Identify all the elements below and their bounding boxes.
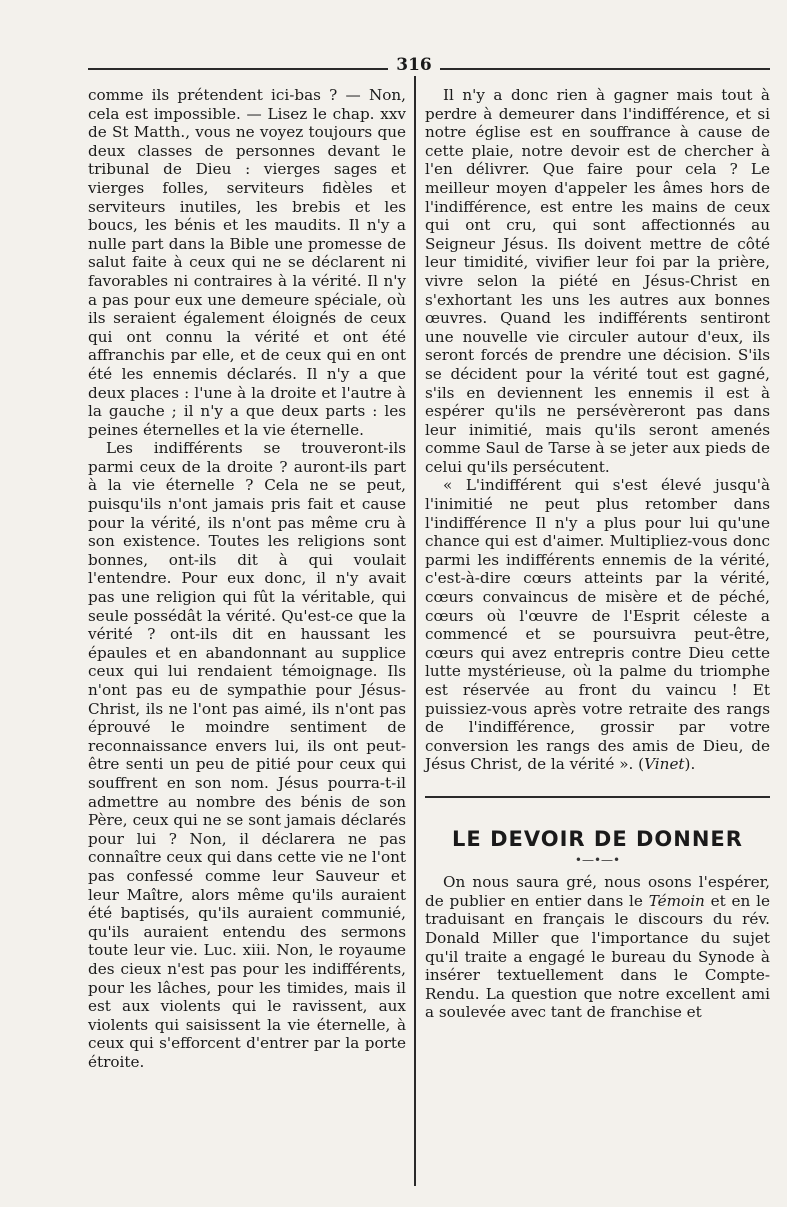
journal-name: Témoin [648,891,705,910]
section-title: LE DEVOIR DE DONNER [452,826,743,851]
header-rule-left [88,68,388,70]
page-number: 316 [396,55,432,75]
column-divider [414,76,416,1186]
left-paragraph-1: comme ils prétendent ici-bas ? — Non, cela est impossible. — Lisez le chap. xxv de St Matth., vous ne voyez toujours que deux classes de personnes devant le tribunal de Dieu : vierges sages et vierges folles, serviteurs fidèles et serviteurs inutiles, les brebis et les boucs, les bénis et les maudits. Il n'y a nulle part dans la Bible une promesse de salut faite à ceux qui ne se déclarent ni favorables ni contraires à la vérité. Il n'y a pas pour eux une demeure spéciale, où ils seraient également éloignés de ceux qui ont connu la vérité et ont été affranchis par elle, et de ceux qui en ont été les ennemis déclarés. Il n'y a que deux places : l'une à la droite et l'autre à la gauche ; il n'y a que deux parts : les peines éternelles et la vie éternelle. [88,86,406,439]
right-paragraph-1: Il n'y a donc rien à gagner mais tout à perdre à demeurer dans l'indifférence, et si notre église est en souffrance à cause de cette plaie, notre devoir est de chercher à l'en délivrer. Que faire pour cela ? Le meilleur moyen d'appeler les âmes hors de l'indifférence, est entre les mains de ceux qui ont cru, qui sont affectionnés au Seigneur Jésus. Ils doivent mettre de côté leur timidité, vivifier leur foi par la prière, vivre selon la piété en Jésus-Christ en s'exhortant les uns les autres aux bonnes œuvres. Quand les indifférents sentiront une nouvelle vie circuler autour d'eux, ils seront forcés de prendre une décision. S'ils se décident pour la vérité tout est gagné, s'ils en deviennent les ennemis il est à espérer qu'ils ne persévèreront pas dans leur inimitié, mais qu'ils seront amenés comme Saul de Tarse à se jeter aux pieds de celui qu'ils persécutent. [425,86,770,476]
quote-text: « L'indifférent qui s'est élevé jusqu'à l'inimitié ne peut plus retomber dans l'indifférence Il n'y a plus pour lui qu'une chance qui est d'aimer. Multipliez-vous donc parmi les indifférents ennemis de la vérité, c'est-à-dire cœurs atteints par la vérité, cœurs convaincus de misère et de péché, cœurs où l'œuvre de l'Esprit céleste a commencé et se poursuivra peut-être, cœurs qui avez entrepris contre Dieu cette lutte mystérieuse, où la palme du triomphe est réservée au front du vaincu ! Et puissiez-vous après votre retraite des rangs de l'indifférence, grossir par votre conversion les rangs des amis de Dieu, de Jésus Christ, de la vérité ». ( [425,476,770,774]
citation-author: Vinet [644,755,685,774]
section-separator [425,796,770,798]
right-paragraph-2 [425,476,770,774]
right-column [425,86,770,1022]
p3-start: On nous saura gré, nous osons l'espérer, de publier en entier dans le [425,873,770,910]
header-rule-right [440,68,770,70]
left-column [88,86,406,1071]
left-paragraph-2: Les indifférents se trouveront-ils parmi ceux de la droite ? auront-ils part à la vie éternelle ? Cela ne se peut, puisqu'ils n'ont jamais pris fait et cause pour la vérité, ils n'ont pas même cru à son existence. Toutes les religions sont bonnes, ont-ils dit à qui voulait l'entendre. Pour eux donc, il n'y avait pas une religion qui fût la véritable, qui seule possédât la vérité. Qu'est-ce que la vérité ? ont-ils dit en haussant les épaules et en abandonnant au supplice ceux qui lui rendaient témoignage. Ils n'ont pas eu de sympathie pour Jésus-Christ, ils ne l'ont pas aimé, ils n'ont pas éprouvé le moindre sentiment de reconnaissance envers lui, ils ont peut-être senti un peu de pitié pour ceux qui souffrent en son nom. Jésus pourra-t-il admettre au nombre des bénis de son Père, ceux qui ne se sont jamais déclarés pour lui ? Non, il déclarera ne pas connaître ceux qui dans cette vie ne l'ont pas confessé comme leur Sauveur et leur Maître, alors même qu'ils auraient été baptisés, qu'ils auraient communié, qu'ils auraient entendu des sermons toute leur vie. Luc. xiii. Non, le royaume des cieux n'est pas pour les indifférents, pour les lâches, pour les timides, mais il est aux violents qui le ravissent, aux violents qui saisissent la vie éternelle, à ceux qui s'efforcent d'entrer par la porte étroite. [88,439,406,1071]
right-paragraph-3 [425,873,770,1022]
ornament: •—•—• [574,852,621,867]
p3-rest: et en le traduisant en français le discours du rév. Donald Miller que l'importance du sujet qu'il traite a engagé le bureau du Synode à insérer textuellement dans le Compte-Rendu. La question que notre excellent ami a soulevée avec tant de franchise et [425,891,770,1022]
quote-end: ). [684,755,696,774]
